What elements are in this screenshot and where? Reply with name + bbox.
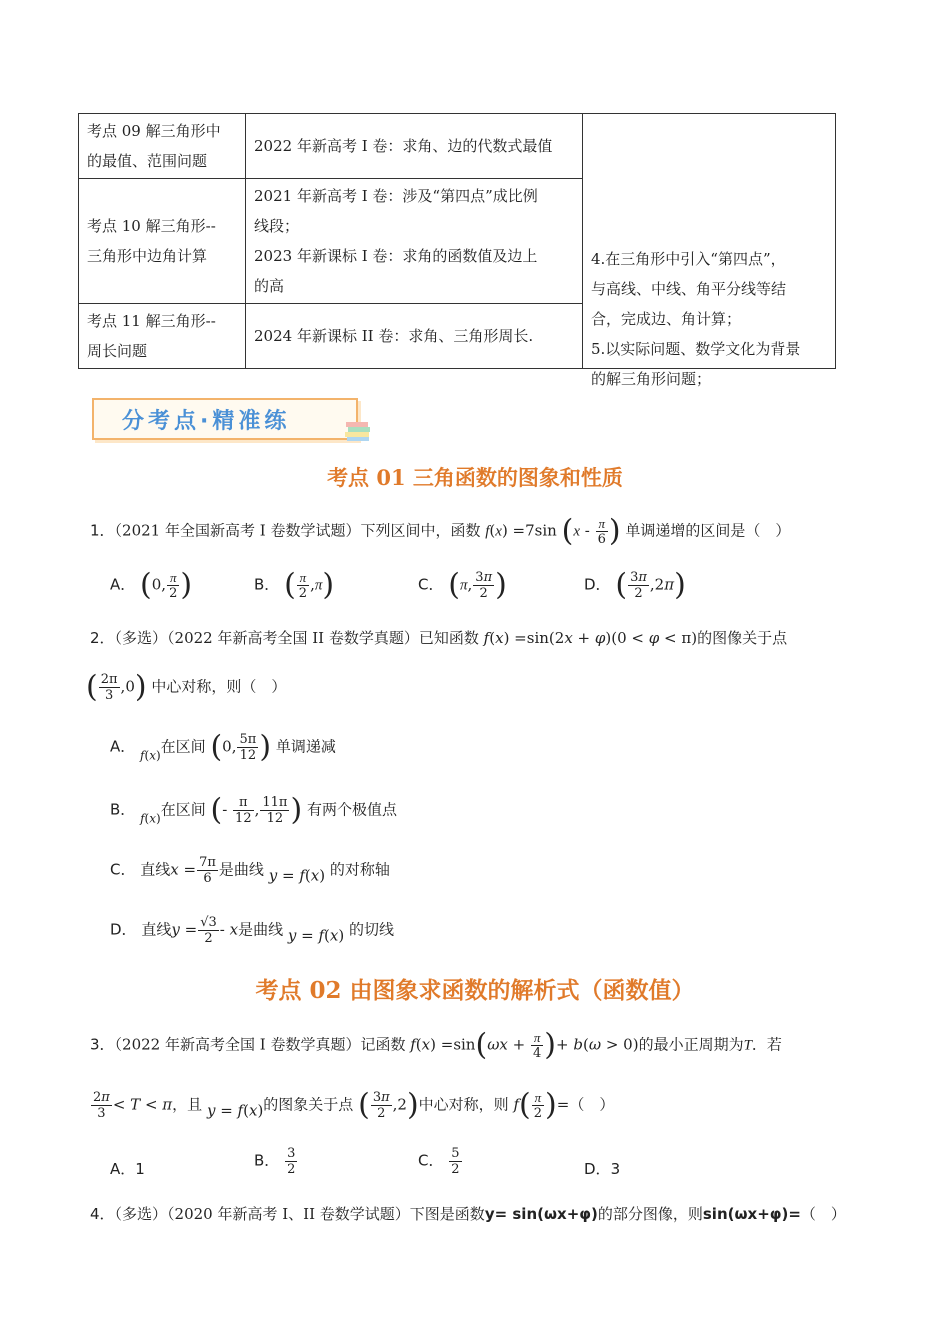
books-icon	[344, 418, 372, 442]
q2-option-a[interactable]: A． $_{f(x)}$在区间 (0, $\frac{5\pi}{12}$ ) 单调递减	[110, 729, 336, 765]
table-row	[79, 114, 836, 179]
q1-option-b[interactable]: B． ( $\frac{\pi}{2}$ ,π)	[254, 567, 335, 603]
q3-option-b[interactable]: B． $\frac{3}{2}$	[254, 1146, 296, 1177]
question-2-line2: ( $\frac{2\pi}{3}$ ,0) 中心对称，则（ ）	[86, 669, 287, 705]
table-cell-point: 考点 09 解三角形中 的最值、范围问题	[79, 114, 246, 179]
q2-option-d[interactable]: D． 直线y = $\frac{√3}{2}$ - x是曲线 y = f(x) 的切线	[110, 915, 394, 946]
table-cell-trend	[583, 114, 836, 388]
q2-option-c[interactable]: C． 直线x = $\frac{7\pi}{6}$ 是曲线 y = f(x) 的对称轴	[110, 855, 390, 886]
badge-label: 分考点·精准练	[122, 409, 291, 434]
q3-option-d[interactable]: D．3	[584, 1160, 621, 1178]
table-cell-point: 考点 10 解三角形-- 三角形中边角计算	[79, 179, 246, 304]
table-cell-point: 考点 11 解三角形-- 周长问题	[79, 304, 246, 369]
section-title: 考点 01 三角函数的图象和性质	[327, 465, 623, 490]
q1-option-a[interactable]: A． (0, $\frac{\pi}{2}$ )	[110, 567, 193, 603]
question-4: 4．（多选）（2020 年新高考 I、II 卷数学试题）下图是函数y= sin(ωx+φ)的部分图像，则sin(ωx+φ)=（ ）	[90, 1205, 846, 1223]
q1-option-c[interactable]: C． (π, $\frac{3\pi}{2}$ )	[418, 567, 507, 603]
q3-option-a[interactable]: A．1	[110, 1160, 145, 1178]
section-title: 考点 02 由图象求函数的解析式（函数值）	[255, 977, 695, 1004]
question-2: 2．（多选）（2022 年新高考全国 II 卷数学真题）已知函数 f(x) =sin(2x + φ)(0 < φ < π)的图像关于点	[90, 629, 788, 647]
summary-table	[78, 113, 836, 388]
question-3-line2: $\frac{2\pi}{3}$ < T < π，且 y = f(x)的图象关于点 ( $\frac{3\pi}{2}$ ,2)中心对称，则 f( $\frac{\pi}{2}$ )=（ ）	[93, 1087, 615, 1123]
q3-function: f(x) =sin	[410, 1035, 476, 1054]
q1-option-d[interactable]: D． ( $\frac{3\pi}{2}$ ,2π)	[584, 567, 686, 603]
q3-option-c[interactable]: C． $\frac{5}{2}$	[418, 1146, 460, 1177]
question-3: 3．（2022 年新高考全国 I 卷数学真题）记函数 f(x) =sin(ωx + $\frac{\pi}{4}$ )+ b(ω > 0)的最小正周期为T．若	[90, 1027, 782, 1063]
q2-option-b[interactable]: B． $_{f(x)}$在区间 (- $\frac{\pi}{12}$ , $\frac{11\pi}{12}$ ) 有两个极值点	[110, 792, 397, 828]
q2-function: f(x) =sin(2x + φ)(0 < φ < π)	[483, 629, 698, 647]
table-cell-exam: 2024 年新课标 II 卷：求角、三角形周长.	[246, 304, 583, 369]
table-cell-exam: 2021 年新高考 I 卷：涉及“第四点”成比例 线段； 2023 年新课标 Ⅰ 卷：求角的函数值及边上 的高	[246, 179, 583, 304]
q1-function: f	[485, 523, 490, 540]
question-1: 1．（2021 年全国新高考 I 卷数学试题）下列区间中，函数 f(x) =7sin (x - $\frac{\pi}{6}$ ) 单调递增的区间是（ ）	[90, 513, 791, 549]
table-cell-exam: 2022 年新高考 I 卷：求角、边的代数式最值	[246, 114, 583, 179]
trend-text: 4.在三角形中引入“第四点”， 与高线、中线、角平分线等结 合，完成边、角计算； 5.以实际问题、数学文化为背景 的解三角形问题；	[591, 250, 801, 388]
section-badge	[92, 398, 358, 440]
